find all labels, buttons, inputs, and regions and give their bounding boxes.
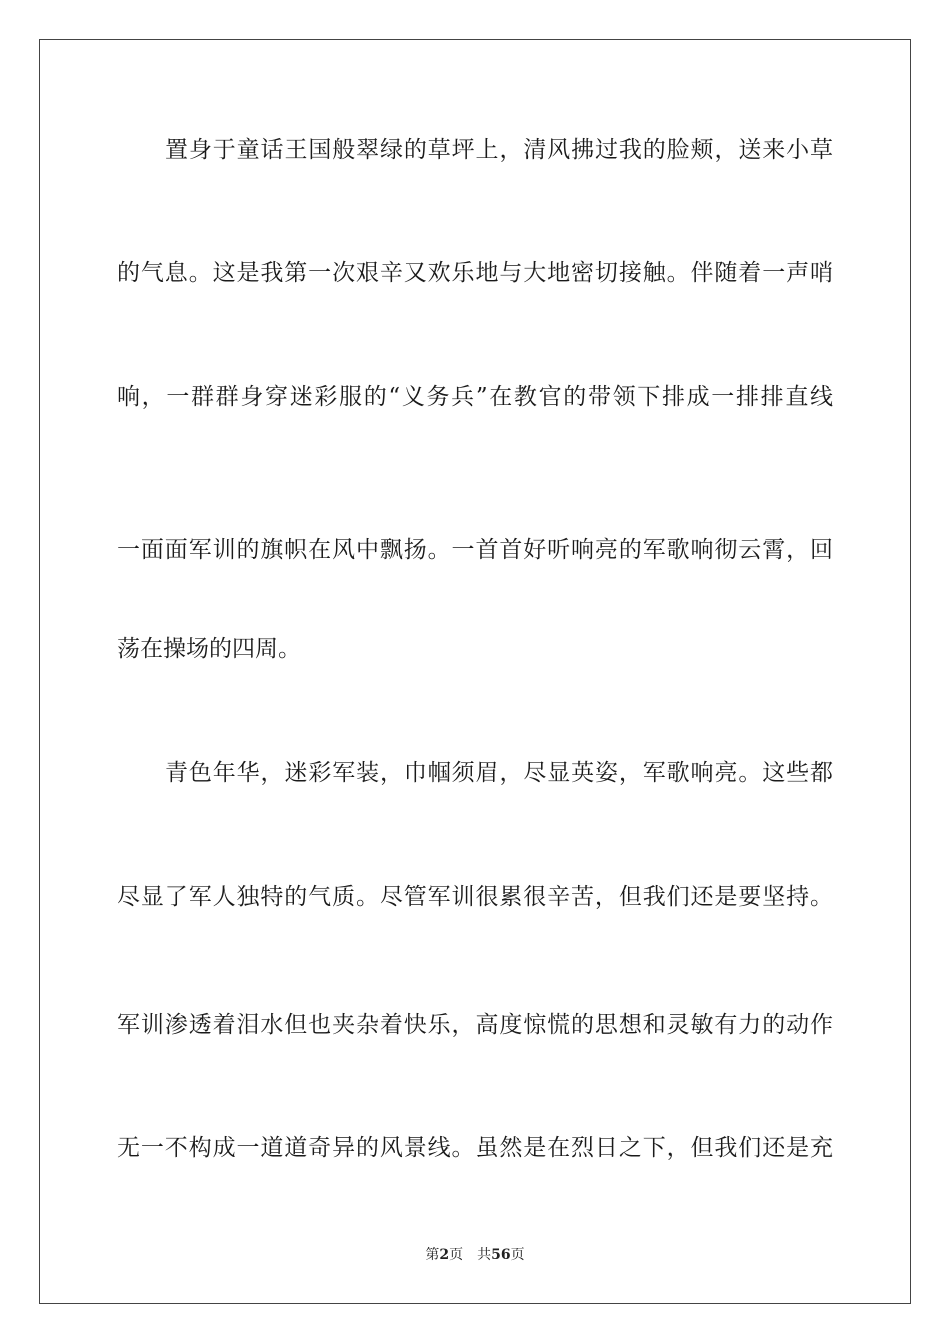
- footer-total-pages: 56: [491, 1247, 511, 1263]
- paragraph-2-line-2: 尽显了军人独特的气质。尽管军训很累很辛苦，但我们还是要坚持。: [117, 884, 833, 910]
- paragraph-1-line-4: 一面面军训的旗帜在风中飘扬。一首首好听响亮的军歌响彻云霄，回: [117, 537, 833, 563]
- paragraph-2-line-4: 无一不构成一道道奇异的风景线。虽然是在烈日之下，但我们还是充: [117, 1135, 833, 1161]
- paragraph-1-line-2: 的气息。这是我第一次艰辛又欢乐地与大地密切接触。伴随着一声哨: [117, 260, 833, 286]
- footer-total-prefix: 共: [477, 1247, 492, 1263]
- page-border: [39, 39, 911, 1304]
- paragraph-2-line-3: 军训渗透着泪水但也夹杂着快乐，高度惊慌的思想和灵敏有力的动作: [117, 1012, 833, 1038]
- footer-page-number: 2: [439, 1247, 450, 1263]
- paragraph-2-line-1: 青色年华，迷彩军装，巾帼须眉，尽显英姿，军歌响亮。这些都: [165, 760, 833, 786]
- paragraph-1-line-1: 置身于童话王国般翠绿的草坪上，清风拂过我的脸颊，送来小草: [165, 137, 833, 163]
- paragraph-1-line-5: 荡在操场的四周。: [117, 636, 301, 662]
- footer-total-suffix: 页: [510, 1247, 525, 1263]
- page-footer: [0, 1246, 950, 1264]
- footer-page-suffix: 页: [449, 1247, 464, 1263]
- footer-page-prefix: 第: [425, 1247, 440, 1263]
- paragraph-1-line-3: 响，一群群身穿迷彩服的“义务兵”在教官的带领下排成一排排直线: [117, 384, 833, 410]
